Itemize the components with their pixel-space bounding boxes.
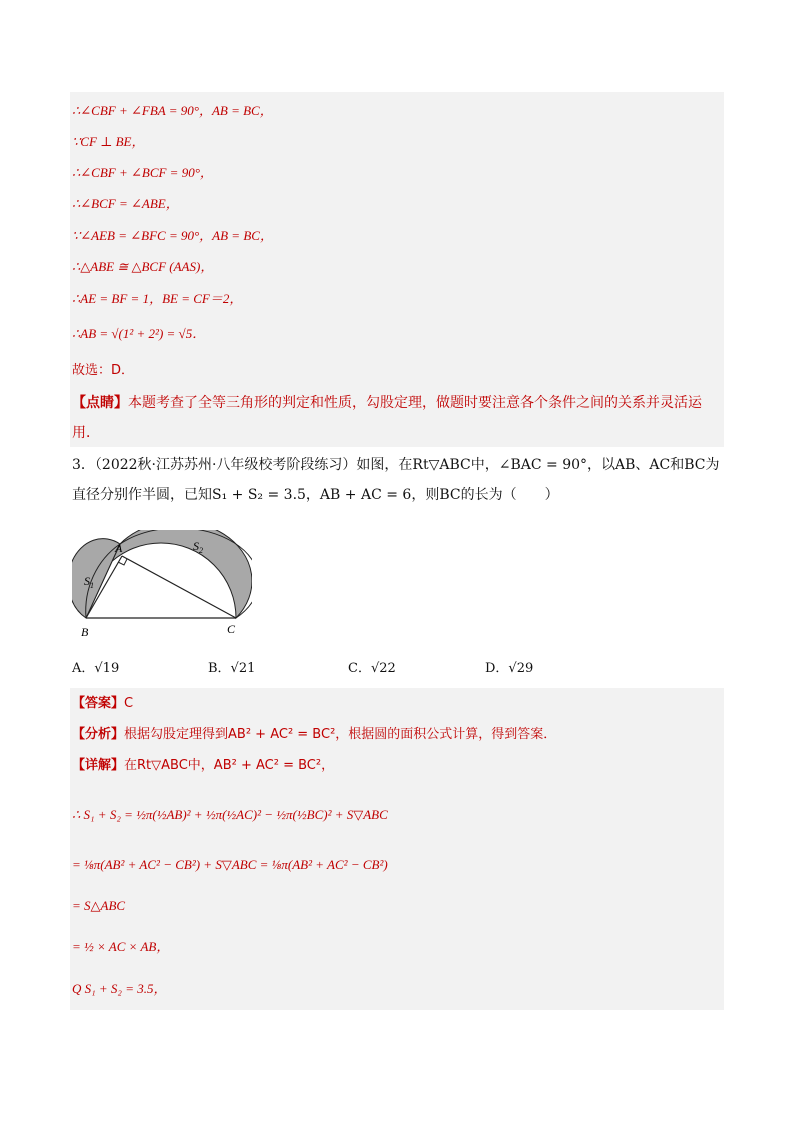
solution-line-8: ∴AB = √(1² + 2²) = √5．: [72, 326, 206, 341]
formula-line-5: Q S₁ + S₂ = 3.5，: [72, 981, 167, 996]
label-c: C: [227, 622, 236, 636]
solution-line-4: ∴∠BCF = ∠ABE，: [72, 196, 179, 211]
solution-line-7: ∴AE = BF = 1，BE = CF＝2，: [72, 291, 243, 306]
solution-line-1: ∴∠CBF + ∠FBA = 90°，AB = BC，: [72, 103, 273, 118]
label-s2: $S_2$: [193, 539, 203, 555]
semicircle-figure: [72, 530, 252, 642]
semicircle-ab: [72, 539, 120, 618]
option-b: B．√21: [208, 661, 256, 676]
label-a: A: [115, 541, 123, 555]
answer-tag: 【答案】: [72, 696, 125, 711]
comment-paragraph: [72, 388, 722, 448]
analysis-text: 根据勾股定理得到AB² + AC² = BC²，根据圆的面积公式计算，得到答案．: [124, 727, 557, 742]
detail-tag: 【详解】: [72, 758, 125, 773]
formula-line-3: = S△ABC: [72, 898, 126, 913]
formula-line-4: = ½ × AC × AB，: [72, 939, 170, 954]
option-c: C．√22: [348, 661, 396, 676]
detail-line: [72, 757, 334, 775]
choice-line: 故选：D．: [72, 363, 135, 378]
formula-line-2: = ⅛π(AB² + AC² − CB²) + S▽ABC = ⅛π(AB² + AC² − CB²): [72, 857, 388, 872]
question-text: 3．（2022秋·江苏苏州·八年级校考阶段练习）如图，在Rt▽ABC中，∠BAC = 90°，以AB、AC和BC为直径分别作半圆，已知S₁ + S₂ = 3.5，AB + AC = 6，则BC的长为（ ）: [72, 457, 720, 503]
comment-text: 本题考查了全等三角形的判定和性质，勾股定理，做题时要注意各个条件之间的关系并灵活运用．: [72, 395, 702, 441]
label-b: B: [81, 625, 89, 639]
solution-line-5: ∵∠AEB = ∠BFC = 90°，AB = BC，: [72, 228, 273, 243]
option-a: A．√19: [72, 661, 120, 676]
solution-line-2: ∵CF ⊥ BE，: [72, 134, 145, 149]
answer-line: [72, 695, 133, 713]
answer-value: C: [124, 696, 134, 711]
analysis-tag: 【分析】: [72, 727, 125, 742]
analysis-line: [72, 726, 556, 744]
label-s1: $S_1$: [84, 574, 94, 590]
detail-text: 在Rt▽ABC中，AB² + AC² = BC²，: [124, 758, 335, 773]
comment-tag: 【点睛】: [72, 395, 128, 411]
solution-line-3: ∴∠CBF + ∠BCF = 90°，: [72, 165, 213, 180]
solution-line-6: ∴△ABE ≅ △BCF (AAS)，: [72, 259, 214, 274]
option-d: D．√29: [485, 661, 534, 676]
formula-line-1: ∴ S₁ + S₂ = ½π(½AB)² + ½π(½AC)² − ½π(½BC)² + S▽ABC: [72, 807, 388, 822]
